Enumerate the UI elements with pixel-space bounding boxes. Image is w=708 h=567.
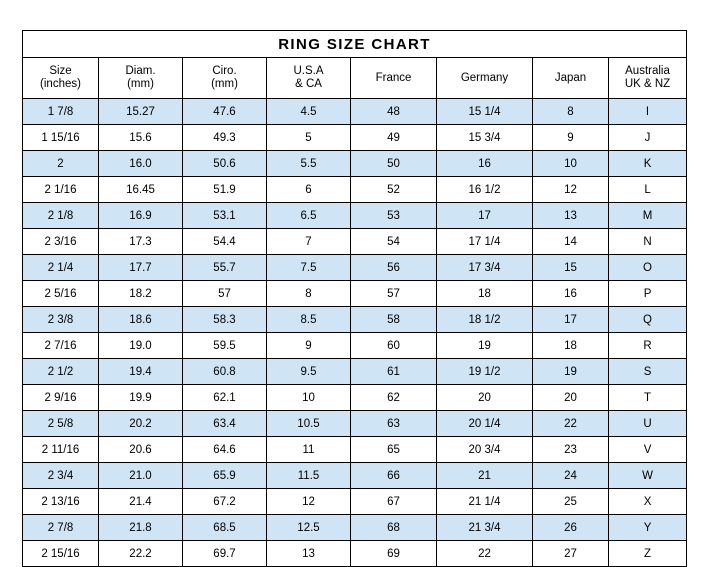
cell-r3-c7: L <box>609 177 687 203</box>
column-header-3 <box>267 58 351 99</box>
column-header-line2: (mm) <box>211 78 238 90</box>
column-header-6 <box>533 58 609 99</box>
cell-r10-c2: 60.8 <box>183 359 267 385</box>
column-header-line1: Size <box>49 65 72 77</box>
cell-r6-c5: 17 3/4 <box>437 255 533 281</box>
cell-r9-c7: R <box>609 333 687 359</box>
cell-r9-c5: 19 <box>437 333 533 359</box>
cell-r15-c0: 2 13/16 <box>23 489 99 515</box>
table-row <box>23 463 687 489</box>
cell-r12-c5: 20 1/4 <box>437 411 533 437</box>
table-row <box>23 177 687 203</box>
cell-r7-c7: P <box>609 281 687 307</box>
cell-r1-c3: 5 <box>267 125 351 151</box>
cell-r1-c6: 9 <box>533 125 609 151</box>
cell-r3-c3: 6 <box>267 177 351 203</box>
column-header-line2: UK & NZ <box>624 78 671 90</box>
cell-r14-c1: 21.0 <box>99 463 183 489</box>
cell-r3-c0: 2 1/16 <box>23 177 99 203</box>
cell-r8-c3: 8.5 <box>267 307 351 333</box>
table-row <box>23 229 687 255</box>
column-header-line1: Ciro. <box>212 65 237 77</box>
cell-r11-c4: 62 <box>351 385 437 411</box>
title-row <box>23 31 687 58</box>
cell-r11-c3: 10 <box>267 385 351 411</box>
ring-size-chart <box>22 30 686 567</box>
chart-title: RING SIZE CHART <box>23 31 687 58</box>
cell-r12-c3: 10.5 <box>267 411 351 437</box>
cell-r2-c0: 2 <box>23 151 99 177</box>
cell-r17-c5: 22 <box>437 541 533 567</box>
column-header-line1: Diam. <box>125 65 156 77</box>
cell-r5-c0: 2 3/16 <box>23 229 99 255</box>
cell-r9-c2: 59.5 <box>183 333 267 359</box>
cell-r14-c6: 24 <box>533 463 609 489</box>
cell-r15-c7: X <box>609 489 687 515</box>
cell-r4-c6: 13 <box>533 203 609 229</box>
cell-r0-c4: 48 <box>351 99 437 125</box>
cell-r9-c3: 9 <box>267 333 351 359</box>
cell-r6-c4: 56 <box>351 255 437 281</box>
table-row <box>23 151 687 177</box>
cell-r15-c4: 67 <box>351 489 437 515</box>
cell-r9-c4: 60 <box>351 333 437 359</box>
cell-r11-c5: 20 <box>437 385 533 411</box>
cell-r10-c7: S <box>609 359 687 385</box>
cell-r13-c4: 65 <box>351 437 437 463</box>
cell-r17-c3: 13 <box>267 541 351 567</box>
cell-r0-c2: 47.6 <box>183 99 267 125</box>
cell-r1-c5: 15 3/4 <box>437 125 533 151</box>
cell-r10-c1: 19.4 <box>99 359 183 385</box>
cell-r15-c5: 21 1/4 <box>437 489 533 515</box>
cell-r0-c5: 15 1/4 <box>437 99 533 125</box>
cell-r9-c6: 18 <box>533 333 609 359</box>
cell-r1-c2: 49.3 <box>183 125 267 151</box>
cell-r16-c1: 21.8 <box>99 515 183 541</box>
cell-r16-c7: Y <box>609 515 687 541</box>
cell-r5-c1: 17.3 <box>99 229 183 255</box>
cell-r11-c0: 2 9/16 <box>23 385 99 411</box>
cell-r1-c4: 49 <box>351 125 437 151</box>
table-row <box>23 203 687 229</box>
cell-r0-c3: 4.5 <box>267 99 351 125</box>
column-header-5 <box>437 58 533 99</box>
cell-r7-c4: 57 <box>351 281 437 307</box>
column-header-line1: Japan <box>554 71 587 84</box>
cell-r2-c3: 5.5 <box>267 151 351 177</box>
table-row <box>23 437 687 463</box>
cell-r8-c2: 58.3 <box>183 307 267 333</box>
cell-r11-c1: 19.9 <box>99 385 183 411</box>
table-row <box>23 515 687 541</box>
cell-r7-c2: 57 <box>183 281 267 307</box>
table-row <box>23 125 687 151</box>
column-header-line1: France <box>375 71 412 84</box>
cell-r0-c6: 8 <box>533 99 609 125</box>
table-row <box>23 385 687 411</box>
cell-r4-c3: 6.5 <box>267 203 351 229</box>
table-row <box>23 541 687 567</box>
cell-r8-c7: Q <box>609 307 687 333</box>
cell-r6-c3: 7.5 <box>267 255 351 281</box>
cell-r7-c5: 18 <box>437 281 533 307</box>
cell-r13-c1: 20.6 <box>99 437 183 463</box>
cell-r12-c0: 2 5/8 <box>23 411 99 437</box>
cell-r2-c1: 16.0 <box>99 151 183 177</box>
cell-r4-c0: 2 1/8 <box>23 203 99 229</box>
cell-r14-c5: 21 <box>437 463 533 489</box>
cell-r5-c3: 7 <box>267 229 351 255</box>
cell-r2-c5: 16 <box>437 151 533 177</box>
column-header-line2: & CA <box>295 78 322 90</box>
cell-r10-c3: 9.5 <box>267 359 351 385</box>
cell-r3-c5: 16 1/2 <box>437 177 533 203</box>
cell-r6-c6: 15 <box>533 255 609 281</box>
cell-r16-c0: 2 7/8 <box>23 515 99 541</box>
cell-r2-c6: 10 <box>533 151 609 177</box>
table-row <box>23 411 687 437</box>
cell-r6-c1: 17.7 <box>99 255 183 281</box>
cell-r8-c0: 2 3/8 <box>23 307 99 333</box>
cell-r5-c5: 17 1/4 <box>437 229 533 255</box>
cell-r15-c6: 25 <box>533 489 609 515</box>
cell-r12-c4: 63 <box>351 411 437 437</box>
column-header-line1: Germany <box>460 71 509 84</box>
cell-r1-c0: 1 15/16 <box>23 125 99 151</box>
cell-r5-c2: 54.4 <box>183 229 267 255</box>
cell-r4-c4: 53 <box>351 203 437 229</box>
cell-r1-c1: 15.6 <box>99 125 183 151</box>
cell-r15-c1: 21.4 <box>99 489 183 515</box>
cell-r0-c0: 1 7/8 <box>23 99 99 125</box>
cell-r3-c1: 16.45 <box>99 177 183 203</box>
cell-r8-c1: 18.6 <box>99 307 183 333</box>
cell-r2-c7: K <box>609 151 687 177</box>
cell-r0-c7: I <box>609 99 687 125</box>
cell-r16-c3: 12.5 <box>267 515 351 541</box>
cell-r17-c2: 69.7 <box>183 541 267 567</box>
column-header-2 <box>183 58 267 99</box>
cell-r17-c0: 2 15/16 <box>23 541 99 567</box>
cell-r12-c7: U <box>609 411 687 437</box>
cell-r10-c5: 19 1/2 <box>437 359 533 385</box>
cell-r17-c6: 27 <box>533 541 609 567</box>
column-header-line1: U.S.A <box>293 65 324 77</box>
header-row <box>23 58 687 99</box>
cell-r7-c3: 8 <box>267 281 351 307</box>
column-header-0 <box>23 58 99 99</box>
cell-r12-c1: 20.2 <box>99 411 183 437</box>
cell-r4-c5: 17 <box>437 203 533 229</box>
column-header-1 <box>99 58 183 99</box>
cell-r13-c7: V <box>609 437 687 463</box>
cell-r3-c4: 52 <box>351 177 437 203</box>
cell-r11-c7: T <box>609 385 687 411</box>
cell-r16-c4: 68 <box>351 515 437 541</box>
cell-r17-c4: 69 <box>351 541 437 567</box>
cell-r5-c4: 54 <box>351 229 437 255</box>
cell-r10-c4: 61 <box>351 359 437 385</box>
cell-r11-c2: 62.1 <box>183 385 267 411</box>
cell-r6-c2: 55.7 <box>183 255 267 281</box>
cell-r4-c2: 53.1 <box>183 203 267 229</box>
cell-r9-c1: 19.0 <box>99 333 183 359</box>
cell-r2-c2: 50.6 <box>183 151 267 177</box>
cell-r4-c7: M <box>609 203 687 229</box>
cell-r14-c3: 11.5 <box>267 463 351 489</box>
column-header-7 <box>609 58 687 99</box>
cell-r7-c0: 2 5/16 <box>23 281 99 307</box>
cell-r4-c1: 16.9 <box>99 203 183 229</box>
cell-r13-c5: 20 3/4 <box>437 437 533 463</box>
cell-r10-c6: 19 <box>533 359 609 385</box>
cell-r14-c4: 66 <box>351 463 437 489</box>
cell-r14-c0: 2 3/4 <box>23 463 99 489</box>
cell-r17-c7: Z <box>609 541 687 567</box>
cell-r5-c6: 14 <box>533 229 609 255</box>
cell-r9-c0: 2 7/16 <box>23 333 99 359</box>
cell-r7-c1: 18.2 <box>99 281 183 307</box>
cell-r15-c2: 67.2 <box>183 489 267 515</box>
cell-r13-c6: 23 <box>533 437 609 463</box>
table-row <box>23 333 687 359</box>
table-row <box>23 281 687 307</box>
column-header-4 <box>351 58 437 99</box>
column-header-line1: Australia <box>625 65 670 77</box>
cell-r17-c1: 22.2 <box>99 541 183 567</box>
cell-r6-c0: 2 1/4 <box>23 255 99 281</box>
cell-r3-c2: 51.9 <box>183 177 267 203</box>
cell-r12-c2: 63.4 <box>183 411 267 437</box>
ring-size-table <box>22 30 687 567</box>
cell-r5-c7: N <box>609 229 687 255</box>
cell-r2-c4: 50 <box>351 151 437 177</box>
cell-r7-c6: 16 <box>533 281 609 307</box>
cell-r8-c6: 17 <box>533 307 609 333</box>
cell-r8-c4: 58 <box>351 307 437 333</box>
cell-r16-c5: 21 3/4 <box>437 515 533 541</box>
column-header-line2: (inches) <box>40 78 81 90</box>
cell-r10-c0: 2 1/2 <box>23 359 99 385</box>
cell-r13-c0: 2 11/16 <box>23 437 99 463</box>
table-row <box>23 489 687 515</box>
cell-r12-c6: 22 <box>533 411 609 437</box>
table-row <box>23 359 687 385</box>
cell-r16-c6: 26 <box>533 515 609 541</box>
cell-r1-c7: J <box>609 125 687 151</box>
table-row <box>23 307 687 333</box>
cell-r0-c1: 15.27 <box>99 99 183 125</box>
cell-r16-c2: 68.5 <box>183 515 267 541</box>
cell-r11-c6: 20 <box>533 385 609 411</box>
cell-r8-c5: 18 1/2 <box>437 307 533 333</box>
column-header-line2: (mm) <box>127 78 154 90</box>
cell-r14-c2: 65.9 <box>183 463 267 489</box>
cell-r13-c2: 64.6 <box>183 437 267 463</box>
table-row <box>23 99 687 125</box>
cell-r13-c3: 11 <box>267 437 351 463</box>
cell-r6-c7: O <box>609 255 687 281</box>
cell-r14-c7: W <box>609 463 687 489</box>
table-row <box>23 255 687 281</box>
cell-r15-c3: 12 <box>267 489 351 515</box>
cell-r3-c6: 12 <box>533 177 609 203</box>
